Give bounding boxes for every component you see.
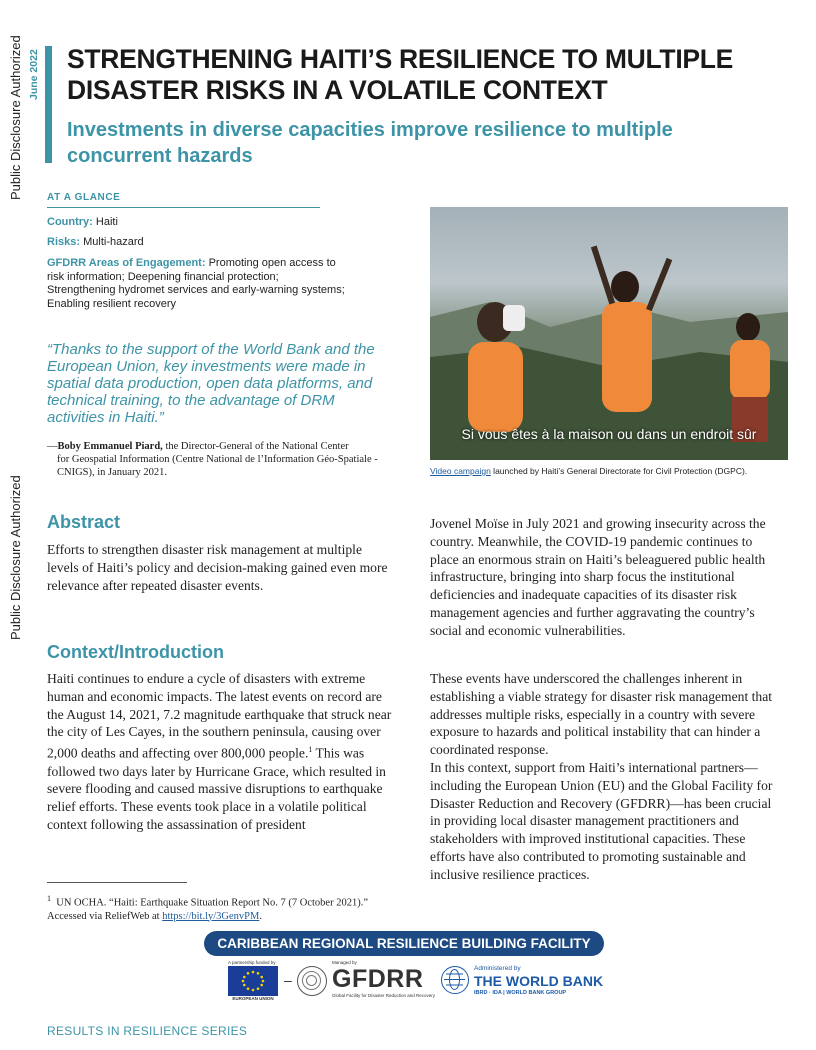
footnote-text: UN OCHA. “Haiti: Earthquake Situation Report No. 7 (7 October 2021).” Accessed via ReliefWeb at — [47, 897, 368, 922]
risks-label: Risks: — [47, 236, 81, 248]
areas-label: GFDRR Areas of Engagement: — [47, 257, 206, 269]
footnote-mark: 1 — [47, 894, 51, 903]
disclosure-label-bottom: Public Disclosure Authorized — [8, 475, 23, 640]
attribution-name: Boby Emmanuel Piard, — [57, 441, 163, 452]
context-text-right-1: Jovenel Moïse in July 2021 and growing insecurity across the country. Meanwhile, the COVID-19 pandemic continues to place an enormous strain on Haiti’s beleaguered public health infrastructure, bringing into sharp focus the institutional deficiencies and inadequate capacities of its disaster risk management agencies and further aggravating the country’s social and economic vulnerabilities. — [430, 516, 766, 638]
photo-caption-text: launched by Haiti’s General Directorate for Civil Protection (DGPC). — [490, 466, 748, 476]
abstract-text: Efforts to strengthen disaster risk management at multiple levels of Haiti’s policy and decision-making gained even more relevance after repeated disaster events. — [47, 542, 388, 593]
footnote-link[interactable]: https://bit.ly/3GenvPM — [162, 910, 260, 922]
photo-scene-graphic — [430, 207, 788, 460]
context-text-b: This was followed two days later by Hurricane Grace, which resulted in severe flooding and caused massive disruptions to earthquake relief efforts. These events took place in a volatile political context following the assassination of president — [47, 745, 386, 832]
glance-risks — [47, 236, 357, 250]
logo-separator: – — [284, 972, 292, 988]
context-heading: Context/Introduction — [47, 642, 224, 662]
quote-attribution — [47, 440, 392, 479]
title-accent-bar — [45, 46, 52, 163]
world-bank-lines-icon — [442, 967, 467, 992]
disclosure-label-top: Public Disclosure Authorized — [8, 35, 23, 200]
video-subtitle-overlay: Si vous êtes à la maison ou dans un endroit sûr — [461, 426, 757, 442]
attribution-dash: — — [47, 441, 58, 452]
world-bank-administered-text: Administered by — [474, 965, 521, 972]
attribution-line1: the Director-General of the National Center — [165, 441, 349, 452]
eu-partnership-text: A partnership funded by — [228, 960, 276, 965]
gfdrr-globe-icon — [297, 966, 327, 996]
glance-areas — [47, 257, 347, 311]
pull-quote: “Thanks to the support of the World Bank and the European Union, key investments were made in spatial data production, open data platforms, and technical training, to the advantage of DRM activities in Haiti.” — [47, 341, 375, 426]
eu-logo — [228, 960, 278, 1001]
world-bank-subtext: IBRD · IDA | WORLD BANK GROUP — [474, 990, 567, 996]
footnote-end: . — [259, 910, 262, 922]
context-paragraph-support: In this context, support from Haiti’s international partners—including the European Union (EU) and the Global Facility for Disaster Reduction and Recovery (GFDRR)—has been crucial in providing local disaster management practitioners and stakeholders with improved institutional capacities. These efforts have also contributed to promoting sustainable and inclusive resilience practices. — [430, 759, 773, 882]
risks-value: Multi-hazard — [83, 236, 144, 248]
series-name: RESULTS IN RESILIENCE SERIES — [47, 1024, 248, 1038]
context-text-right-2 — [430, 670, 775, 884]
glance-divider — [47, 207, 320, 208]
footnote-divider — [47, 882, 187, 883]
video-still-photo[interactable] — [430, 207, 788, 460]
abstract-heading: Abstract — [47, 512, 121, 532]
gfdrr-full-name: Global Facility for Disaster Reduction and Recovery — [332, 993, 436, 998]
glance-heading: AT A GLANCE — [47, 192, 121, 203]
gfdrr-logo-text: GFDRR — [332, 965, 424, 993]
eu-stars-icon — [228, 966, 278, 996]
facility-banner: CARIBBEAN REGIONAL RESILIENCE BUILDING FACILITY — [204, 931, 604, 956]
page-subtitle: Investments in diverse capacities improve resilience to multiple concurrent hazards — [67, 119, 673, 167]
country-label: Country: — [47, 216, 93, 228]
context-paragraph-challenges: These events have underscored the challenges inherent in establishing a viable strategy for disaster risk management that addresses multiple risks, especially in a country with severe exposure to hazards and political instability that can hinder a coordinated response. — [430, 671, 773, 758]
context-text-a: Haiti continues to endure a cycle of disasters with extreme human and economic impacts. The latest events on record are the August 14, 2021, 7.2 magnitude earthquake that struck near the city of Les Cayes, in the southern peninsula, causing over 2,000 deaths and affecting over 800,000 people. — [47, 671, 392, 761]
gfdrr-managed-text: Managed by — [332, 960, 357, 965]
country-value: Haiti — [95, 216, 118, 228]
page-title: STRENGTHENING HAITI’S RESILIENCE TO MULTIPLE DISASTER RISKS IN A VOLATILE CONTEXT — [67, 44, 734, 105]
attribution-rest: for Geospatial Information (Centre National de l’Information Géo-Spatiale - CNIGS), in January 2021. — [57, 454, 378, 478]
eu-name: EUROPEAN UNION — [232, 996, 274, 1001]
gfdrr-rings-icon — [298, 967, 325, 994]
world-bank-globe-icon — [441, 966, 469, 994]
video-campaign-link[interactable]: Video campaign — [430, 466, 491, 476]
eu-flag-icon — [228, 966, 278, 996]
publication-date: June 2022 — [28, 49, 40, 100]
footnote — [47, 892, 392, 923]
glance-country — [47, 216, 357, 230]
areas-value: Promoting open access to risk information; Deepening financial protection; Strengthening hydromet services and early-warning systems; Enabling resilient recovery — [47, 257, 345, 310]
context-text-left — [47, 670, 392, 834]
photo-caption — [430, 466, 800, 476]
footnote-reference[interactable]: 1 — [308, 745, 313, 755]
world-bank-name: THE WORLD BANK — [474, 973, 604, 989]
